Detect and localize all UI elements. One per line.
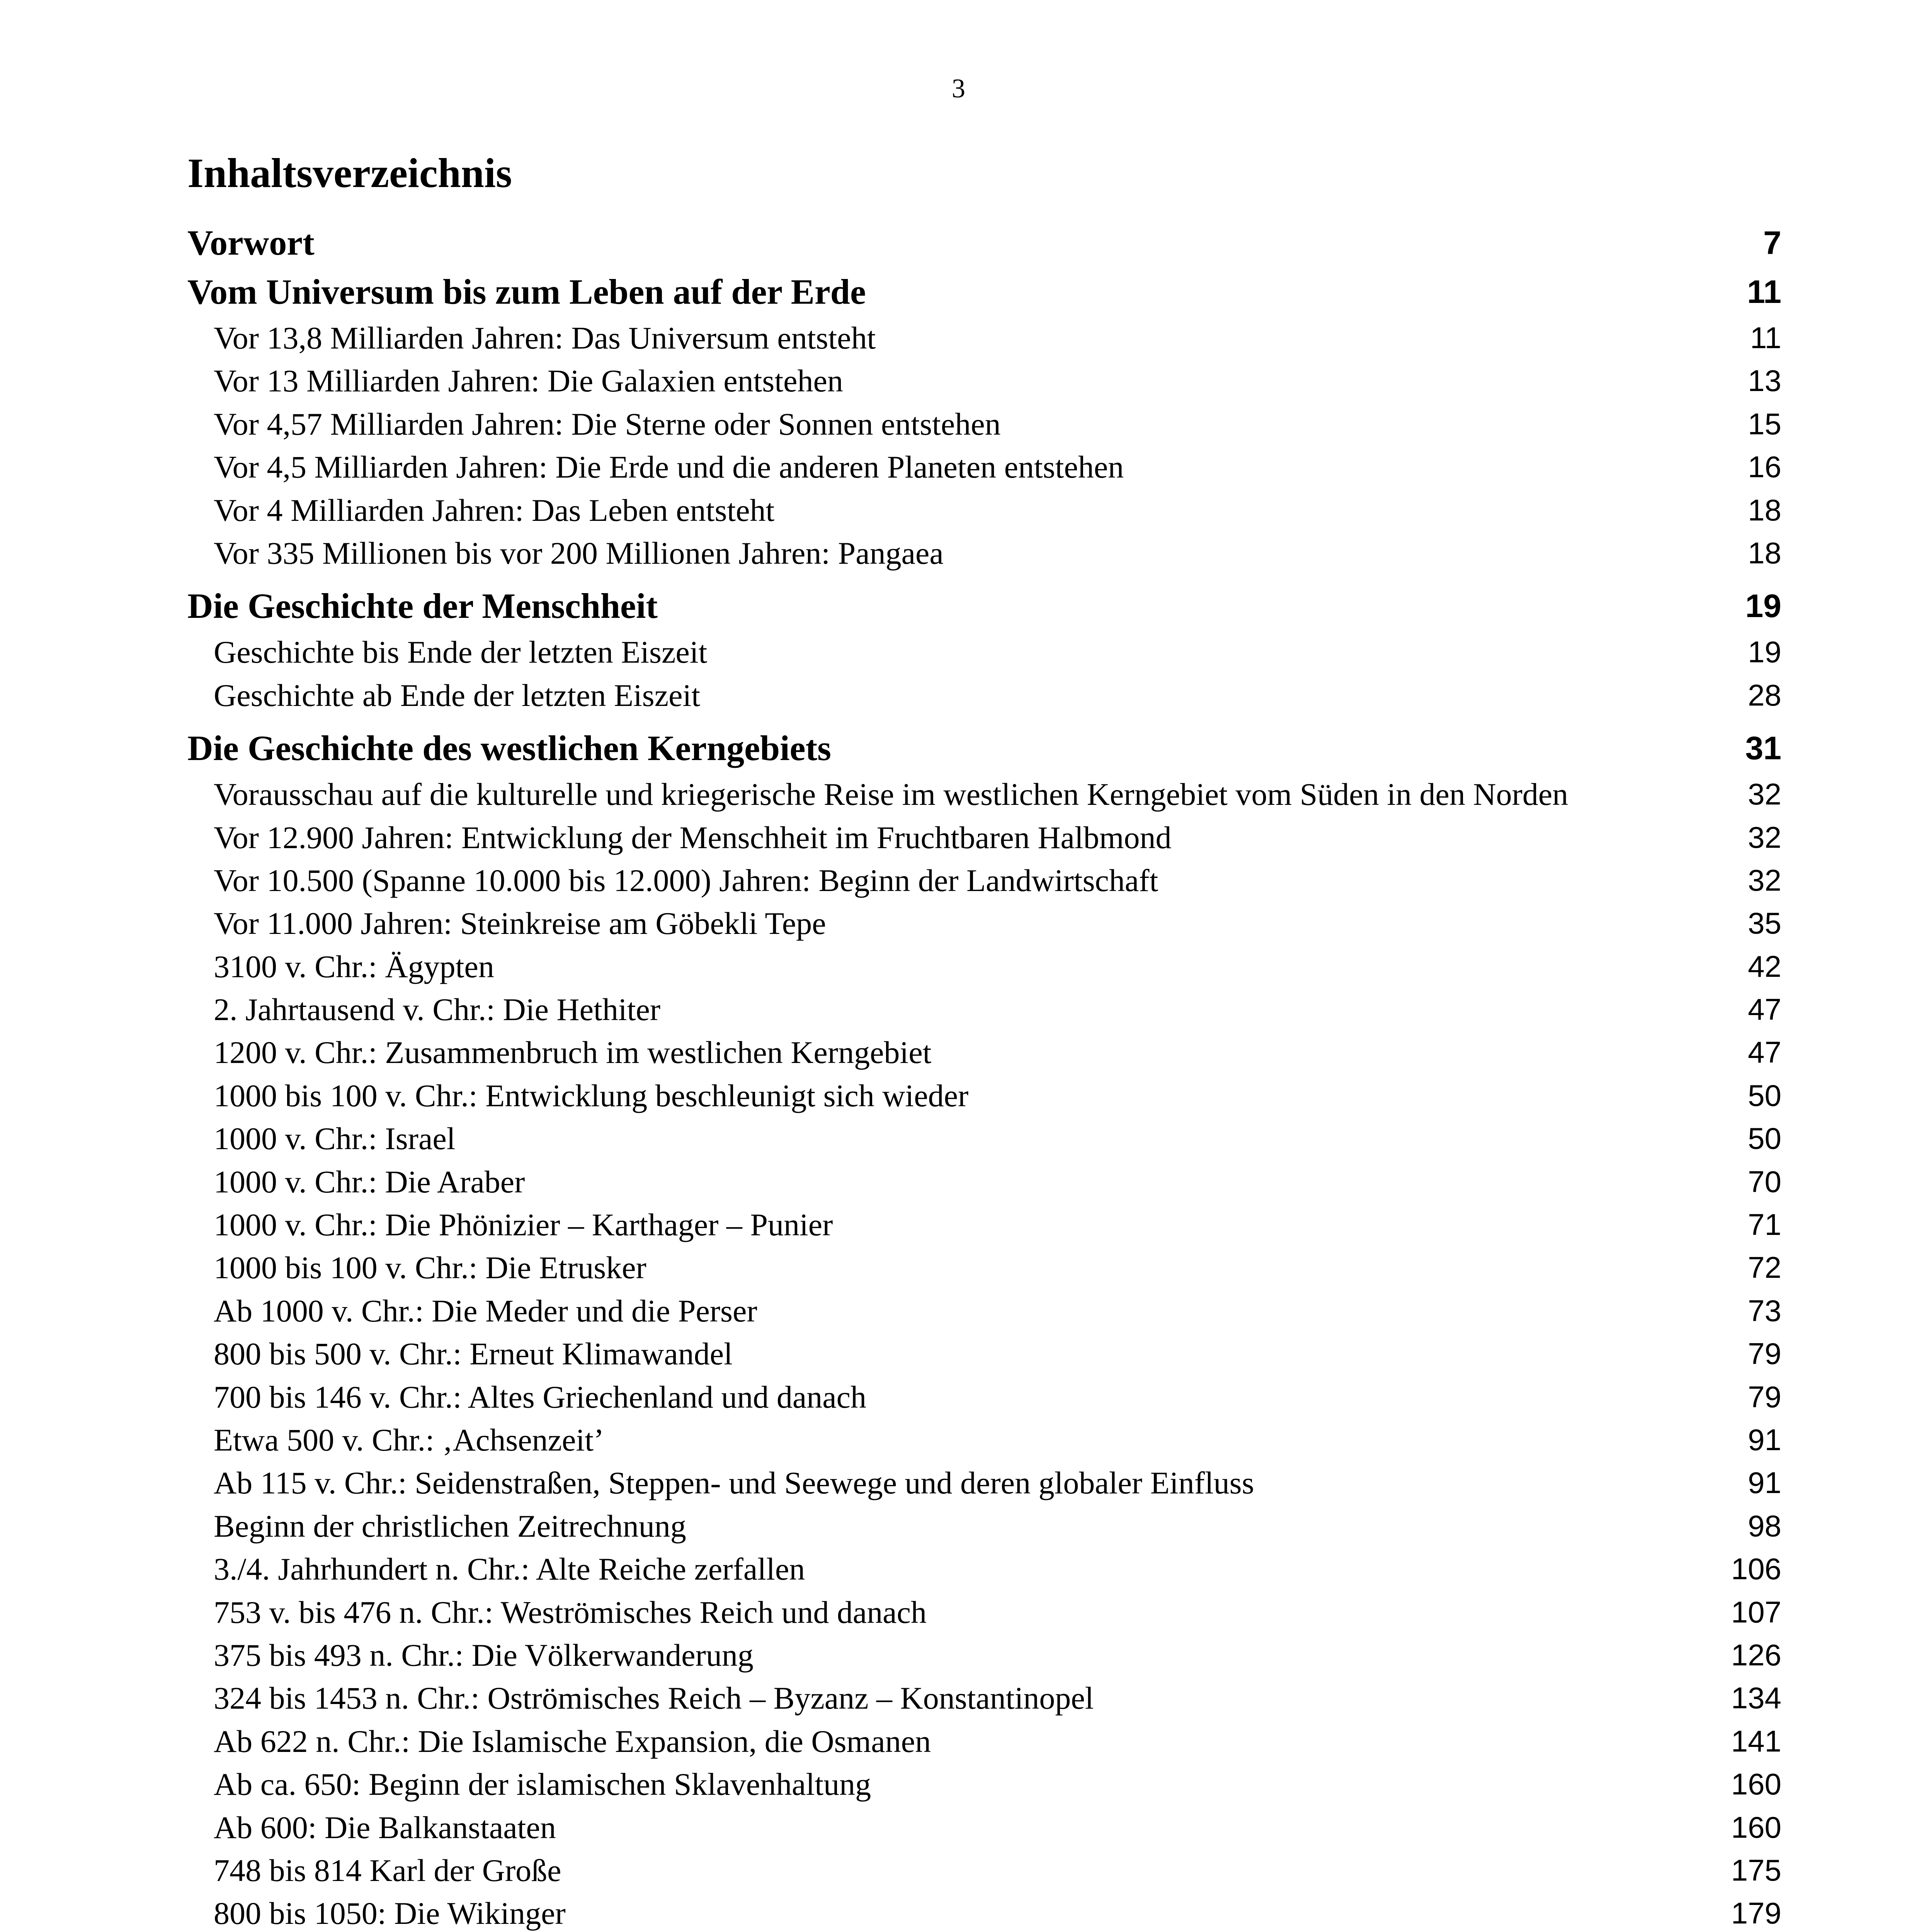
toc-entry-title: Vor 4,5 Milliarden Jahren: Die Erde und die anderen Planeten entstehen — [214, 449, 1124, 485]
toc-entry-row[interactable] — [187, 1074, 1781, 1117]
toc-chapter-row[interactable] — [187, 267, 1781, 316]
toc-page-number: 28 — [1748, 678, 1781, 712]
toc-entry-row[interactable] — [187, 816, 1781, 859]
page-title: Inhaltsverzeichnis — [187, 150, 512, 196]
toc-entry-row[interactable] — [187, 1505, 1781, 1548]
toc-chapter-title: Vorwort — [187, 223, 315, 262]
toc-page-number: 35 — [1748, 906, 1781, 940]
toc-page-number: 126 — [1731, 1638, 1781, 1672]
toc-page-number: 98 — [1748, 1509, 1781, 1543]
toc-entry-row[interactable] — [187, 1892, 1781, 1932]
toc-page-number: 175 — [1731, 1853, 1781, 1887]
toc-page-number: 47 — [1748, 992, 1781, 1027]
toc-chapter-row[interactable] — [187, 724, 1781, 773]
toc-page-number: 106 — [1731, 1552, 1781, 1586]
toc-chapter-row[interactable] — [187, 582, 1781, 631]
toc-entry-title: Vor 13,8 Milliarden Jahren: Das Universum entsteht — [214, 320, 876, 355]
toc-entry-row[interactable] — [187, 902, 1781, 945]
toc-page-number: 50 — [1748, 1078, 1781, 1112]
toc-entry-row[interactable] — [187, 1289, 1781, 1332]
toc-entry-title: 1000 bis 100 v. Chr.: Entwicklung beschleunigt sich wieder — [214, 1078, 969, 1113]
toc-entry-title: 1000 v. Chr.: Die Phönizier – Karthager – Punier — [214, 1207, 833, 1243]
toc-page-number: 31 — [1745, 730, 1781, 767]
toc-page-number: 11 — [1750, 321, 1781, 355]
toc-entry-row[interactable] — [187, 1246, 1781, 1289]
toc-entry-row[interactable] — [187, 316, 1781, 359]
toc-chapter-title: Die Geschichte des westlichen Kerngebiets — [187, 728, 831, 768]
toc-entry-title: Vor 335 Millionen bis vor 200 Millionen Jahren: Pangaea — [214, 535, 944, 571]
toc-entry-title: Vor 4,57 Milliarden Jahren: Die Sterne oder Sonnen entstehen — [214, 406, 1001, 442]
toc-entry-title: Geschichte bis Ende der letzten Eiszeit — [214, 634, 708, 670]
toc-entry-row[interactable] — [187, 532, 1781, 575]
toc-page-number: 42 — [1748, 949, 1781, 983]
toc-entry-title: Beginn der christlichen Zeitrechnung — [214, 1508, 686, 1544]
toc-entry-row[interactable] — [187, 1376, 1781, 1418]
toc-entry-title: 1000 v. Chr.: Israel — [214, 1121, 456, 1156]
toc-page-number: 50 — [1748, 1121, 1781, 1156]
toc-entry-row[interactable] — [187, 489, 1781, 532]
toc-entry-title: Vor 11.000 Jahren: Steinkreise am Göbekli Tepe — [214, 906, 826, 941]
toc-entry-title: 700 bis 146 v. Chr.: Altes Griechenland und danach — [214, 1379, 867, 1415]
toc-entry-title: 1000 v. Chr.: Die Araber — [214, 1164, 525, 1199]
toc-page-number: 7 — [1763, 224, 1781, 261]
toc-entry-title: 324 bis 1453 n. Chr.: Oströmisches Reich – Byzanz – Konstantinopel — [214, 1680, 1094, 1716]
toc-page-number: 72 — [1748, 1250, 1781, 1285]
toc-entry-row[interactable] — [187, 859, 1781, 902]
toc-page-number: 79 — [1748, 1379, 1781, 1414]
toc-entry-row[interactable] — [187, 1031, 1781, 1074]
toc-entry-row[interactable] — [187, 1849, 1781, 1892]
toc-entry-title: Ab 115 v. Chr.: Seidenstraßen, Steppen- und Seewege und deren globaler Einfluss — [214, 1465, 1254, 1501]
toc-page-number: 70 — [1748, 1164, 1781, 1199]
toc-entry-title: 748 bis 814 Karl der Große — [214, 1852, 561, 1888]
toc-chapter-row[interactable] — [187, 218, 1781, 267]
toc-entry-title: Vor 12.900 Jahren: Entwicklung der Menschheit im Fruchtbaren Halbmond — [214, 820, 1172, 855]
toc-entry-title: 1200 v. Chr.: Zusammenbruch im westlichen Kerngebiet — [214, 1035, 932, 1070]
toc-page-number: 47 — [1748, 1035, 1781, 1070]
toc-entry-title: 753 v. bis 476 n. Chr.: Weströmisches Reich und danach — [214, 1594, 927, 1630]
toc-entry-row[interactable] — [187, 631, 1781, 673]
toc-page-number: 91 — [1748, 1422, 1781, 1457]
toc-entry-title: 3./4. Jahrhundert n. Chr.: Alte Reiche zerfallen — [214, 1551, 805, 1587]
toc-page-number: 91 — [1748, 1466, 1781, 1500]
toc-entry-row[interactable] — [187, 1160, 1781, 1203]
toc-page-number: 16 — [1748, 450, 1781, 484]
page-number: 3 — [952, 74, 965, 104]
toc-page-number: 13 — [1748, 364, 1781, 398]
toc-entry-row[interactable] — [187, 1117, 1781, 1160]
toc-entry-title: Ab 600: Die Balkanstaaten — [214, 1810, 556, 1845]
toc-entry-row[interactable] — [187, 1763, 1781, 1806]
toc-entry-row[interactable] — [187, 674, 1781, 717]
toc-page-number: 15 — [1748, 406, 1781, 441]
toc-entry-title: Vorausschau auf die kulturelle und kriegerische Reise im westlichen Kerngebiet vom Süden in den Norden — [214, 777, 1568, 812]
toc-entry-title: 800 bis 1050: Die Wikinger — [214, 1896, 566, 1931]
toc-entry-row[interactable] — [187, 1591, 1781, 1634]
toc-entry-title: Geschichte ab Ende der letzten Eiszeit — [214, 677, 701, 713]
toc-entry-title: Vor 4 Milliarden Jahren: Das Leben entsteht — [214, 492, 775, 528]
toc-entry-row[interactable] — [187, 1203, 1781, 1246]
table-of-contents — [187, 218, 1781, 1932]
toc-page-number: 32 — [1748, 820, 1781, 854]
toc-page-number: 179 — [1731, 1896, 1781, 1930]
toc-chapter-title: Vom Universum bis zum Leben auf der Erde — [187, 272, 866, 311]
toc-entry-title: 375 bis 493 n. Chr.: Die Völkerwanderung — [214, 1637, 754, 1673]
toc-entry-title: Ab ca. 650: Beginn der islamischen Sklavenhaltung — [214, 1767, 871, 1802]
toc-entry-row[interactable] — [187, 1677, 1781, 1719]
toc-page-number: 18 — [1748, 536, 1781, 570]
toc-entry-title: 800 bis 500 v. Chr.: Erneut Klimawandel — [214, 1336, 733, 1372]
toc-entry-row[interactable] — [187, 1418, 1781, 1461]
toc-page-number: 32 — [1748, 777, 1781, 811]
toc-entry-row[interactable] — [187, 773, 1781, 816]
toc-entry-row[interactable] — [187, 403, 1781, 446]
toc-page-number: 18 — [1748, 493, 1781, 527]
toc-entry-row[interactable] — [187, 359, 1781, 402]
toc-page-number: 32 — [1748, 863, 1781, 897]
toc-page-number: 141 — [1731, 1724, 1781, 1758]
toc-entry-row[interactable] — [187, 1720, 1781, 1763]
toc-page-number: 107 — [1731, 1595, 1781, 1629]
toc-entry-row[interactable] — [187, 945, 1781, 988]
toc-entry-row[interactable] — [187, 1634, 1781, 1677]
toc-entry-title: Vor 13 Milliarden Jahren: Die Galaxien entstehen — [214, 363, 843, 399]
toc-page-number: 73 — [1748, 1293, 1781, 1328]
toc-entry-title: 2. Jahrtausend v. Chr.: Die Hethiter — [214, 992, 661, 1027]
toc-page-number: 11 — [1747, 274, 1781, 310]
toc-chapter-title: Die Geschichte der Menschheit — [187, 586, 658, 626]
toc-entry-title: 3100 v. Chr.: Ägypten — [214, 949, 494, 984]
toc-entry-row[interactable] — [187, 1806, 1781, 1849]
toc-entry-row[interactable] — [187, 1461, 1781, 1504]
toc-page-number: 160 — [1731, 1767, 1781, 1801]
toc-entry-title: 1000 bis 100 v. Chr.: Die Etrusker — [214, 1250, 646, 1286]
toc-entry-row[interactable] — [187, 1548, 1781, 1590]
toc-entry-row[interactable] — [187, 1332, 1781, 1375]
toc-page-number: 71 — [1748, 1208, 1781, 1242]
toc-page-number: 160 — [1731, 1810, 1781, 1844]
toc-page-number: 134 — [1731, 1681, 1781, 1715]
toc-entry-title: Vor 10.500 (Spanne 10.000 bis 12.000) Jahren: Beginn der Landwirtschaft — [214, 862, 1158, 898]
toc-entry-row[interactable] — [187, 988, 1781, 1031]
toc-page-number: 19 — [1745, 588, 1781, 624]
toc-entry-title: Etwa 500 v. Chr.: ‚Achsenzeit’ — [214, 1422, 604, 1458]
toc-entry-title: Ab 1000 v. Chr.: Die Meder und die Perser — [214, 1293, 757, 1328]
toc-entry-title: Ab 622 n. Chr.: Die Islamische Expansion, die Osmanen — [214, 1723, 931, 1759]
toc-page-number: 79 — [1748, 1337, 1781, 1371]
toc-page-number: 19 — [1748, 635, 1781, 669]
toc-entry-row[interactable] — [187, 446, 1781, 488]
